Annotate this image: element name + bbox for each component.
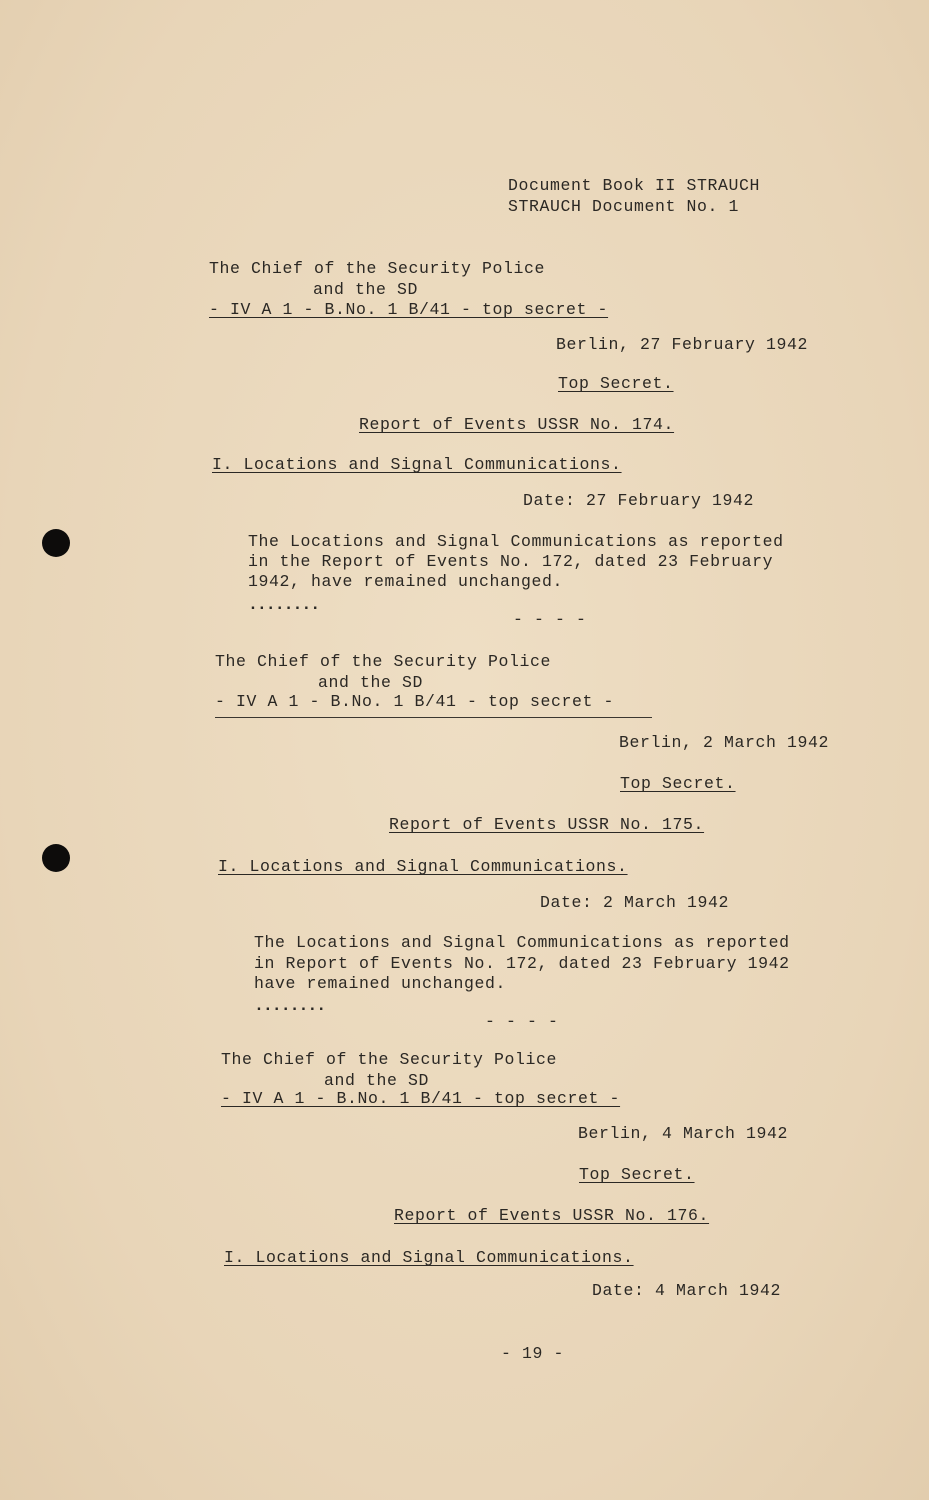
- reference-line: - IV A 1 - B.No. 1 B/41 - top secret -: [215, 692, 615, 711]
- body-line: in Report of Events No. 172, dated 23 February 1942: [254, 954, 790, 973]
- punch-hole-top: [42, 529, 70, 557]
- omission-dots: ........: [248, 595, 320, 614]
- reference-line: - IV A 1 - B.No. 1 B/41 - top secret -: [221, 1089, 621, 1108]
- reference-line: - IV A 1 - B.No. 1 B/41 - top secret -: [209, 300, 609, 319]
- place-date: Berlin, 2 March 1942: [619, 733, 830, 752]
- place-date: Berlin, 27 February 1942: [556, 335, 809, 354]
- page-number: - 19 -: [501, 1344, 565, 1363]
- separator-dashes: - - - -: [485, 1012, 559, 1031]
- body-line: in the Report of Events No. 172, dated 23 February: [248, 552, 774, 571]
- body-line: 1942, have remained unchanged.: [248, 572, 564, 591]
- reference-underline: [215, 717, 652, 718]
- classification: Top Secret.: [558, 374, 674, 393]
- body-line: have remained unchanged.: [254, 974, 507, 993]
- sender-line: and the SD: [324, 1071, 430, 1090]
- section-date: Date: 2 March 1942: [540, 893, 730, 912]
- section-date: Date: 27 February 1942: [523, 491, 755, 510]
- classification: Top Secret.: [579, 1165, 695, 1184]
- sender-line: The Chief of the Security Police: [209, 259, 546, 278]
- body-line: The Locations and Signal Communications as reported: [254, 933, 790, 952]
- document-book-label: Document Book II STRAUCH: [508, 176, 761, 195]
- document-number-label: STRAUCH Document No. 1: [508, 197, 740, 216]
- sender-line: and the SD: [318, 673, 424, 692]
- section-heading: I. Locations and Signal Communications.: [224, 1248, 634, 1267]
- place-date: Berlin, 4 March 1942: [578, 1124, 789, 1143]
- separator-dashes: - - - -: [513, 610, 587, 629]
- section-heading: I. Locations and Signal Communications.: [218, 857, 628, 876]
- body-line: The Locations and Signal Communications as reported: [248, 532, 784, 551]
- report-title: Report of Events USSR No. 175.: [389, 815, 705, 834]
- sender-line: and the SD: [313, 280, 419, 299]
- report-title: Report of Events USSR No. 176.: [394, 1206, 710, 1225]
- section-date: Date: 4 March 1942: [592, 1281, 782, 1300]
- sender-line: The Chief of the Security Police: [221, 1050, 558, 1069]
- section-heading: I. Locations and Signal Communications.: [212, 455, 622, 474]
- classification: Top Secret.: [620, 774, 736, 793]
- omission-dots: ........: [254, 996, 326, 1015]
- sender-line: The Chief of the Security Police: [215, 652, 552, 671]
- report-title: Report of Events USSR No. 174.: [359, 415, 675, 434]
- punch-hole-bottom: [42, 844, 70, 872]
